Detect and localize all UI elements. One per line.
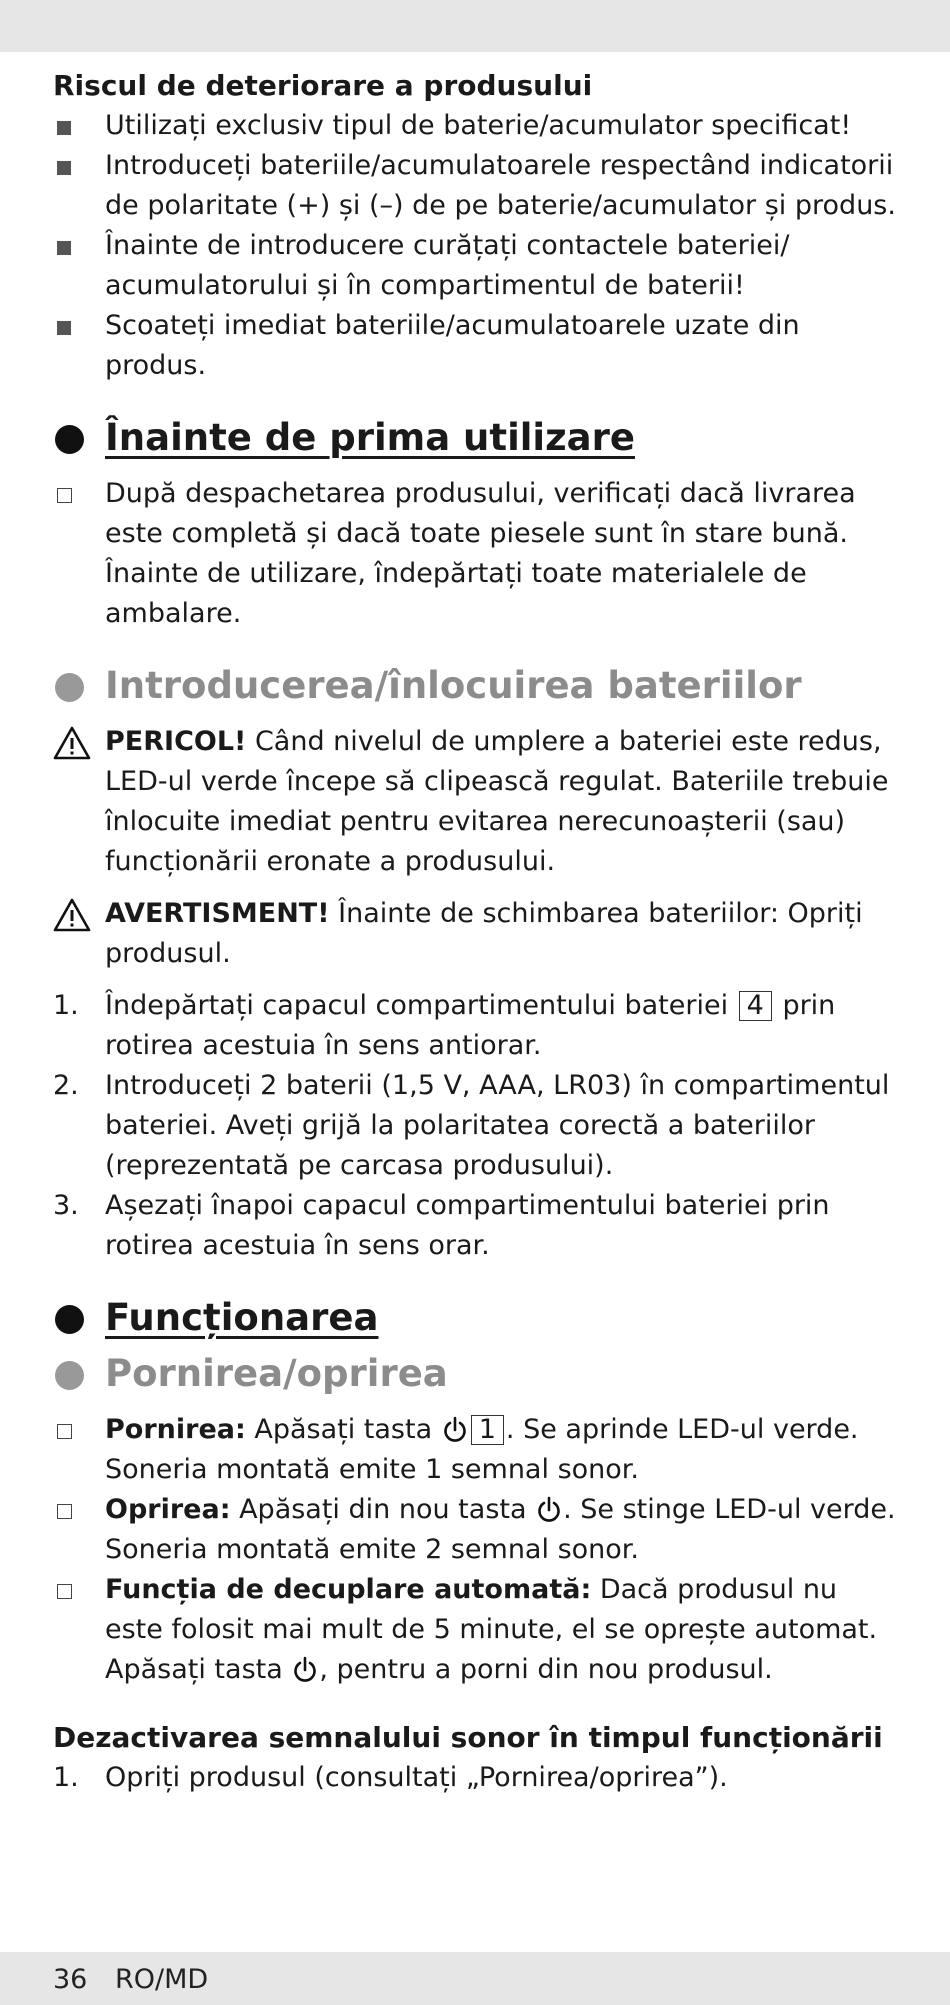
checkbox-bullet-icon [57, 1504, 72, 1519]
power-icon [292, 1656, 318, 1684]
step-item: 3. Așezați înapoi capacul compartimentului bateriei prin rotirea acestuia în sens orar. [53, 1190, 830, 1261]
list-item: Înainte de introducere curățați contactele bateriei/ acumulatorului și în compartimentul de baterii! [53, 226, 898, 306]
list-item: Pornirea: Apăsați tasta 1 . Se aprinde LED-ul verde. Soneria montată emite 1 semnal sonor. [53, 1410, 898, 1490]
step-item: 1. Opriți produsul (consultați „Pornirea/oprirea”). [53, 1762, 728, 1793]
page-number: 36 [53, 1964, 88, 1995]
language-code: RO/MD [115, 1964, 209, 1995]
top-band [0, 0, 950, 52]
list-item: Scoateți imediat bateriile/acumulatoarele uzate din produs. [53, 306, 898, 386]
warning-triangle-icon [53, 898, 91, 932]
warning-label: AVERTISMENT! [105, 898, 330, 929]
page-content [53, 66, 898, 1798]
section-dot-icon [55, 425, 84, 454]
section-dot-icon [55, 1305, 84, 1334]
first-use-heading: Înainte de prima utilizare [53, 414, 898, 462]
power-icon [442, 1416, 468, 1444]
checkbox-bullet-icon [57, 488, 72, 503]
square-bullet-icon [57, 321, 71, 335]
onoff-heading: Pornirea/oprirea [53, 1350, 898, 1398]
square-bullet-icon [57, 161, 71, 175]
page-footer [0, 1952, 950, 2005]
mute-heading: Dezactivarea semnalului sonor în timpul funcționării [53, 1721, 883, 1754]
risk-heading: Riscul de deteriorare a produsului [53, 69, 593, 102]
part-reference: 4 [739, 991, 772, 1021]
square-bullet-icon [57, 241, 71, 255]
list-item: După despachetarea produsului, verificați dacă livrarea este completă și dacă toate piesele sunt în stare bună. Înainte de utilizare, îndepărtați toate materialele de ambalare. [53, 474, 898, 634]
list-item: Funcția de decuplare automată: Dacă produsul nu este folosit mai mult de 5 minute, el se oprește automat. Apăsați tasta , pentru a porni din nou produsul. [53, 1570, 898, 1690]
power-icon [536, 1496, 562, 1524]
section-dot-icon [55, 1361, 84, 1390]
list-item: Oprirea: Apăsați din nou tasta . Se stinge LED-ul verde. Soneria montată emite 2 semnal sonor. [53, 1490, 898, 1570]
list-item: Utilizați exclusiv tipul de baterie/acumulator specificat! [53, 106, 898, 146]
checkbox-bullet-icon [57, 1424, 72, 1439]
batteries-heading: Introducerea/înlocuirea bateriilor [53, 662, 898, 710]
danger-label: PERICOL! [105, 726, 247, 757]
list-item: Introduceți bateriile/acumulatoarele respectând indicatorii de polaritate (+) și (–) de pe baterie/acumulator și produs. [53, 146, 898, 226]
step-item: 2. Introduceți 2 baterii (1,5 V, AAA, LR03) în compartimentul bateriei. Aveți grijă la polaritatea corectă a bateriilor (reprezentată pe carcasa produsului). [53, 1070, 890, 1181]
step-item: 1. Îndepărtați capacul compartimentului bateriei 4 prin rotirea acestuia în sens antiorar. [53, 990, 836, 1061]
danger-notice: PERICOL! Când nivelul de umplere a bateriei este redus, LED-ul verde începe să clipească regulat. Bateriile trebuie înlocuite imediat pentru evitarea nerecunoașterii (sau) funcționării eronate a produsului. [53, 722, 898, 882]
warning-notice: AVERTISMENT! Înainte de schimbarea bateriilor: Opriți produsul. [53, 894, 898, 974]
square-bullet-icon [57, 121, 71, 135]
part-reference: 1 [471, 1415, 504, 1445]
operation-heading: Funcționarea [53, 1294, 898, 1342]
warning-triangle-icon [53, 726, 91, 760]
section-dot-icon [55, 673, 84, 702]
checkbox-bullet-icon [57, 1584, 72, 1599]
